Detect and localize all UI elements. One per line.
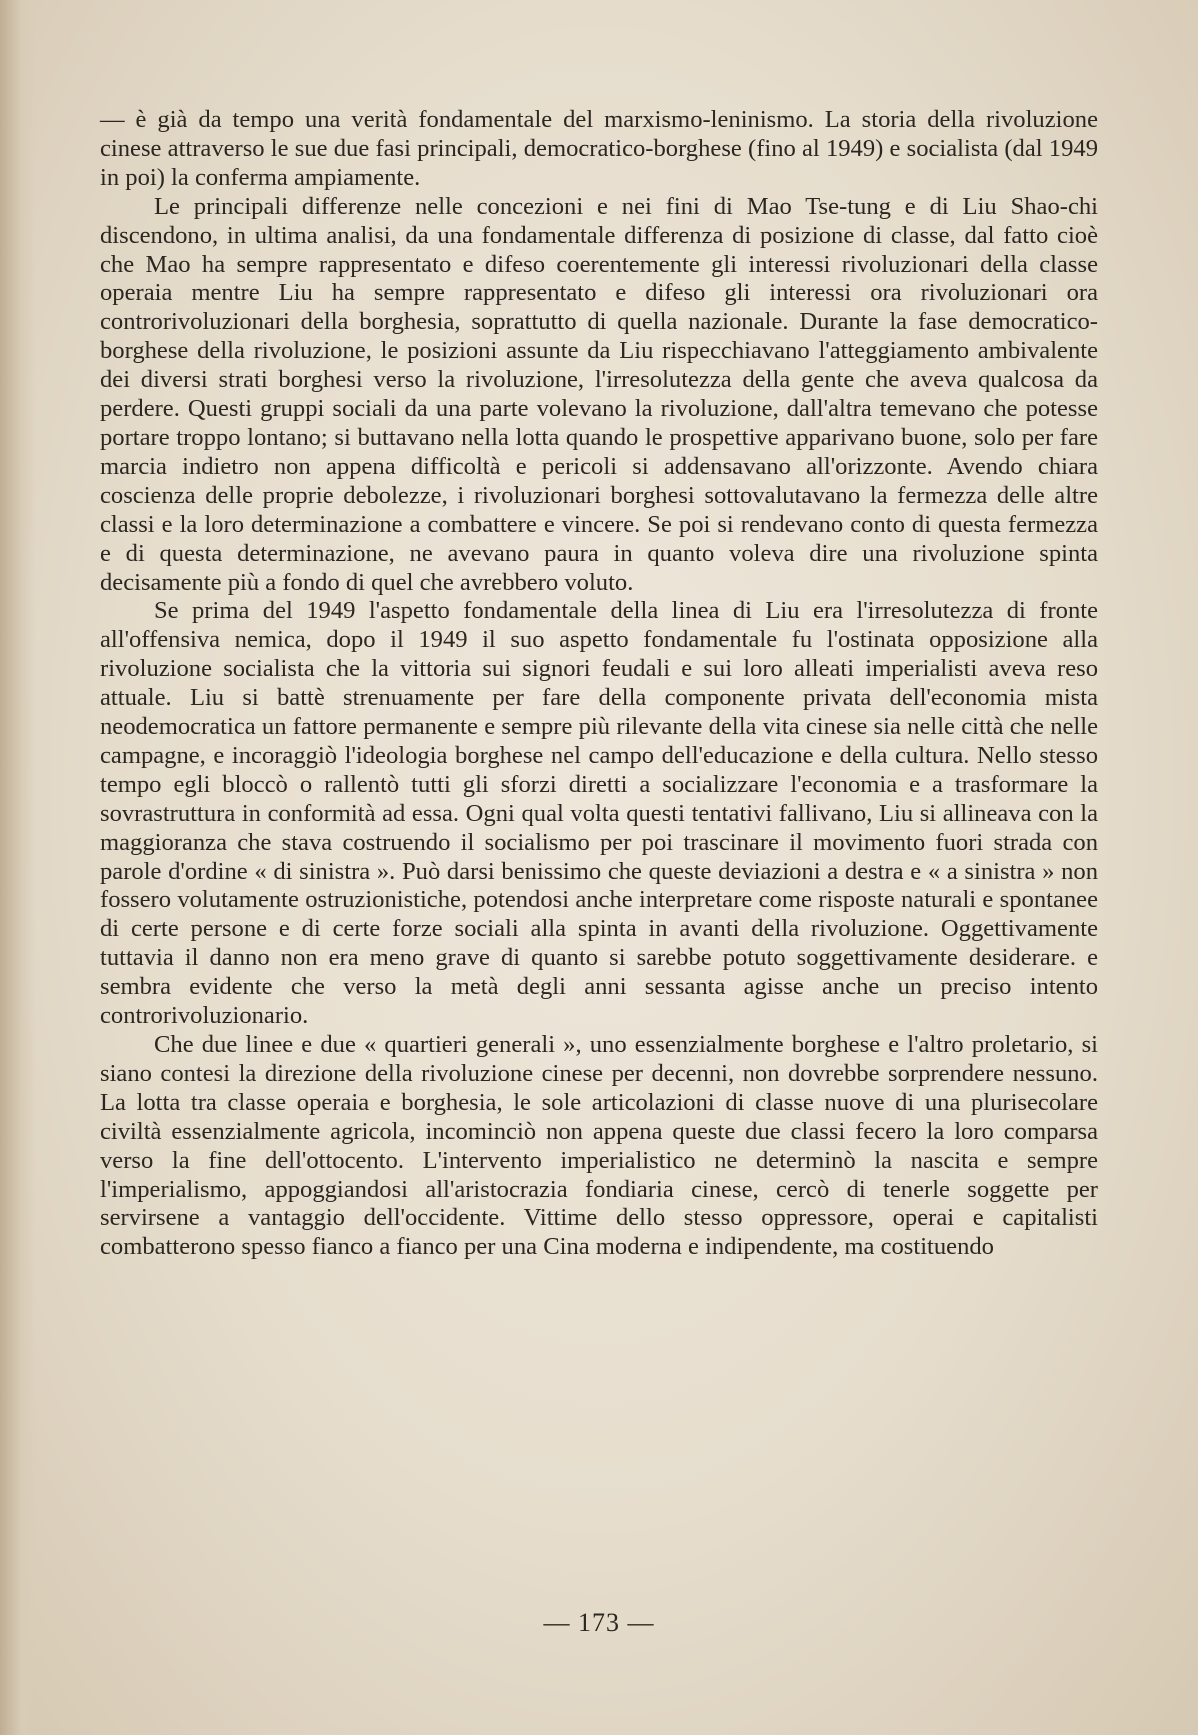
paragraph-4: Che due linee e due « quartieri generali », uno essenzialmente borghese e l'altro proletario, si siano contesi la direzione della rivoluzione cinese per decenni, non dovrebbe sorprendere nessuno. La lotta tra classe operaia e borghesia, le sole articolazioni di classe nuove di una plurisecolare civiltà essenzialmente agricola, incominciò non appena queste due classi fecero la loro comparsa verso la fine dell'ottocento. L'intervento imperialistico ne determinò la nascita e sempre l'imperialismo, appoggiandosi all'aristocrazia fondiaria cinese, cercò di tenerle soggette per servirsene a vantaggio dell'occidente. Vittime dello stesso oppressore, operai e capitalisti combatterono spesso fianco a fianco per una Cina moderna e indipendente, ma costituendo (100, 1031, 1098, 1261)
page-edge-shadow (0, 0, 36, 1735)
paragraph-3: Se prima del 1949 l'aspetto fondamentale della linea di Liu era l'irresolutezza di fronte all'offensiva nemica, dopo il 1949 il suo aspetto fondamentale fu l'ostinata opposizione alla rivoluzione socialista che la vittoria sui signori feudali e sui loro alleati imperialisti aveva reso attuale. Liu si battè strenuamente per fare della componente privata dell'economia mista neodemocratica un fattore permanente e sempre più rilevante della vita cinese sia nelle città che nelle campagne, e incoraggiò l'ideologia borghese nel campo dell'educazione e della cultura. Nello stesso tempo egli bloccò o rallentò tutti gli sforzi diretti a socializzare l'economia e a trasformare la sovrastruttura in conformità ad essa. Ogni qual volta questi tentativi fallivano, Liu si allineava con la maggioranza che stava costruendo il socialismo per poi trascinare il movimento fuori strada con parole d'ordine « di sinistra ». Può darsi benissimo che queste deviazioni a destra e « a sinistra » non fossero volutamente ostruzionistiche, potendosi anche interpretare come risposte naturali e spontanee di certe persone e di certe forze sociali alla spinta in avanti della rivoluzione. Oggettivamente tuttavia il danno non era meno grave di quanto si sarebbe potuto soggettivamente desiderare. e sembra evidente che verso la metà degli anni sessanta agisse anche un preciso intento controrivoluzionario. (100, 597, 1098, 1030)
body-text (100, 106, 1098, 1262)
page-number: — 173 — (543, 1608, 655, 1637)
paragraph-1: — è già da tempo una verità fondamentale del marxismo-leninismo. La storia della rivoluzione cinese attraverso le sue due fasi principali, democratico-borghese (fino al 1949) e socialista (dal 1949 in poi) la conferma ampiamente. (100, 106, 1098, 191)
paragraph-2: Le principali differenze nelle concezioni e nei fini di Mao Tse-tung e di Liu Shao-chi discendono, in ultima analisi, da una fondamentale differenza di posizione di classe, dal fatto cioè che Mao ha sempre rappresentato e difeso coerentemente gli interessi rivoluzionari della classe operaia mentre Liu ha sempre rappresentato e difeso gli interessi ora rivoluzionari ora controrivoluzionari della borghesia, soprattutto di quella nazionale. Durante la fase democratico-borghese della rivoluzione, le posizioni assunte da Liu rispecchiavano l'atteggiamento ambivalente dei diversi strati borghesi verso la rivoluzione, l'irresolutezza della gente che aveva qualcosa da perdere. Questi gruppi sociali da una parte volevano la rivoluzione, dall'altra temevano che potesse portare troppo lontano; si buttavano nella lotta quando le prospettive apparivano buone, solo per fare marcia indietro non appena difficoltà e pericoli si addensavano all'orizzonte. Avendo chiara coscienza delle proprie debolezze, i rivoluzionari borghesi sottovalutavano la fermezza delle altre classi e la loro determinazione a combattere e vincere. Se poi si rendevano conto di questa fermezza e di questa determinazione, ne avevano paura in quanto voleva dire una rivoluzione spinta decisamente più a fondo di quel che avrebbero voluto. (100, 192, 1098, 596)
